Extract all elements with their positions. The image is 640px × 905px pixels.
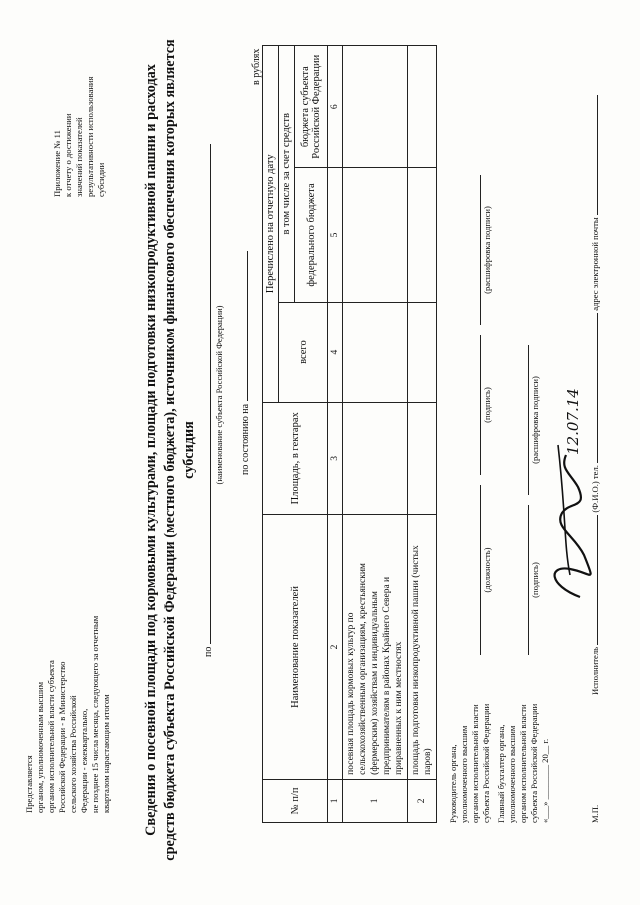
head-line: Руководитель органа, <box>448 744 458 823</box>
cell-reg[interactable] <box>343 46 408 168</box>
position-caption: (должность) <box>482 547 492 593</box>
signature-caption: (подпись) <box>482 387 492 423</box>
col-num: 1 <box>328 779 343 822</box>
submitter-line: Российской Федерации - в Министерство <box>57 661 67 813</box>
subject-line <box>200 137 214 657</box>
cell-area[interactable] <box>343 402 408 515</box>
submitter-line: сельского хозяйства Российской <box>68 695 78 813</box>
accountant-block <box>496 623 551 823</box>
appendix-line: к отчету о достижении <box>63 113 73 197</box>
mp-label: М.П. <box>590 804 600 823</box>
row-num: 1 <box>343 779 408 822</box>
header-reg: бюджета субъекта Российской Федерации <box>295 46 328 168</box>
submitter-line: органом исполнительной власти субъекта <box>46 660 56 813</box>
head-line: субъекта Российской Федерации <box>481 703 491 823</box>
col-num: 2 <box>328 515 343 780</box>
as-of-label: по состоянию на <box>240 403 251 475</box>
position-field[interactable] <box>480 485 481 655</box>
subject-caption: (наименование субъекта Российской Федерации) <box>214 305 224 485</box>
header-fed: федерального бюджета <box>295 168 328 302</box>
cell-fed[interactable] <box>408 168 437 302</box>
title-line: Сведения о посевной площади под кормовыми культурами, площади подготовки низкопродуктивной пашни и расходах <box>143 64 159 836</box>
table-row <box>408 46 437 823</box>
title-line: субсидия <box>181 421 197 479</box>
header-total: всего <box>279 302 328 402</box>
date-line: «___» ________ 20__ г. <box>540 738 550 823</box>
cell-fed[interactable] <box>343 168 408 302</box>
row-num: 2 <box>408 779 437 822</box>
cell-total[interactable] <box>408 302 437 402</box>
cell-area[interactable] <box>408 402 437 515</box>
col-num: 6 <box>328 46 343 168</box>
table-row <box>343 46 408 823</box>
handwritten-signature <box>540 365 600 605</box>
cell-total[interactable] <box>343 302 408 402</box>
as-of-line <box>237 175 251 475</box>
appendix-line: значений показателей <box>74 117 84 197</box>
header-num: № п/п <box>263 779 328 822</box>
header-incl: в том числе за счет средств <box>279 46 295 303</box>
title-line: средств бюджета субъекта Российской Федерации (местного бюджета), источником финансового обеспечения которых является <box>162 39 178 861</box>
appendix-line: результативности использования <box>85 76 95 197</box>
document-title <box>142 35 199 865</box>
row-name: посевная площадь кормовых культур по сельскохозяйственным организациям, крестьянским (фермерским) хозяйствам и индивидуальным предпринимателям в районах Крайнего Севера и приравненных к ним местностях <box>343 515 408 780</box>
handwritten-date: 12.07.14 <box>564 388 582 455</box>
head-decoding-field[interactable] <box>480 175 481 325</box>
acc-decoding-field[interactable] <box>528 345 529 495</box>
acc-line: Главный бухгалтер органа, <box>496 724 506 823</box>
appendix-line: Приложение № 11 <box>52 130 62 197</box>
head-line: уполномоченного высшим <box>459 725 469 823</box>
submitter-block <box>24 433 112 813</box>
email-field[interactable] <box>597 95 598 215</box>
submitter-line: Представляется <box>24 755 34 813</box>
submitter-line: органом, уполномоченным высшим <box>35 681 45 813</box>
head-signature-field[interactable] <box>480 335 481 475</box>
head-line: органом исполнительной власти <box>470 704 480 823</box>
appendix-line: субсидии <box>96 162 106 197</box>
subject-field[interactable] <box>200 144 211 644</box>
col-num: 4 <box>328 302 343 402</box>
units-label: в рублях <box>251 48 262 85</box>
acc-signature-field[interactable] <box>528 505 529 655</box>
fio-label: (Ф.И.О.) тел. <box>590 465 600 513</box>
submitter-line: кварталом нарастающим итогом <box>101 694 111 813</box>
acc-line: органом исполнительной власти <box>518 704 528 823</box>
signature-caption: (подпись) <box>530 562 540 598</box>
appendix-block <box>52 27 107 197</box>
decoding-caption: (расшифровка подписи) <box>530 376 540 464</box>
as-of-date-field[interactable] <box>237 251 248 401</box>
cell-reg[interactable] <box>408 46 437 168</box>
row-name: площадь подготовки низкопродуктивной пашни (чистых паров) <box>408 515 437 780</box>
email-label: адрес электронной почты <box>590 217 600 311</box>
executor-label: Исполнитель <box>590 646 600 695</box>
acc-line: уполномоченного высшим <box>507 725 517 823</box>
decoding-caption: (расшифровка подписи) <box>482 206 492 294</box>
acc-line: субъекта Российской Федерации <box>529 703 539 823</box>
submitter-line: Федерации - ежеквартально, <box>79 708 89 813</box>
header-name: Наименование показателей <box>263 515 328 780</box>
po-label: по <box>203 646 214 657</box>
submitter-line: не позднее 15 числа месяца, следующего за отчетным <box>90 615 100 813</box>
col-num: 3 <box>328 402 343 515</box>
data-table <box>262 45 437 823</box>
header-area: Площадь, в гектарах <box>263 402 328 515</box>
col-num: 5 <box>328 168 343 302</box>
header-transferred: Перечислено на отчетную дату <box>263 46 279 403</box>
